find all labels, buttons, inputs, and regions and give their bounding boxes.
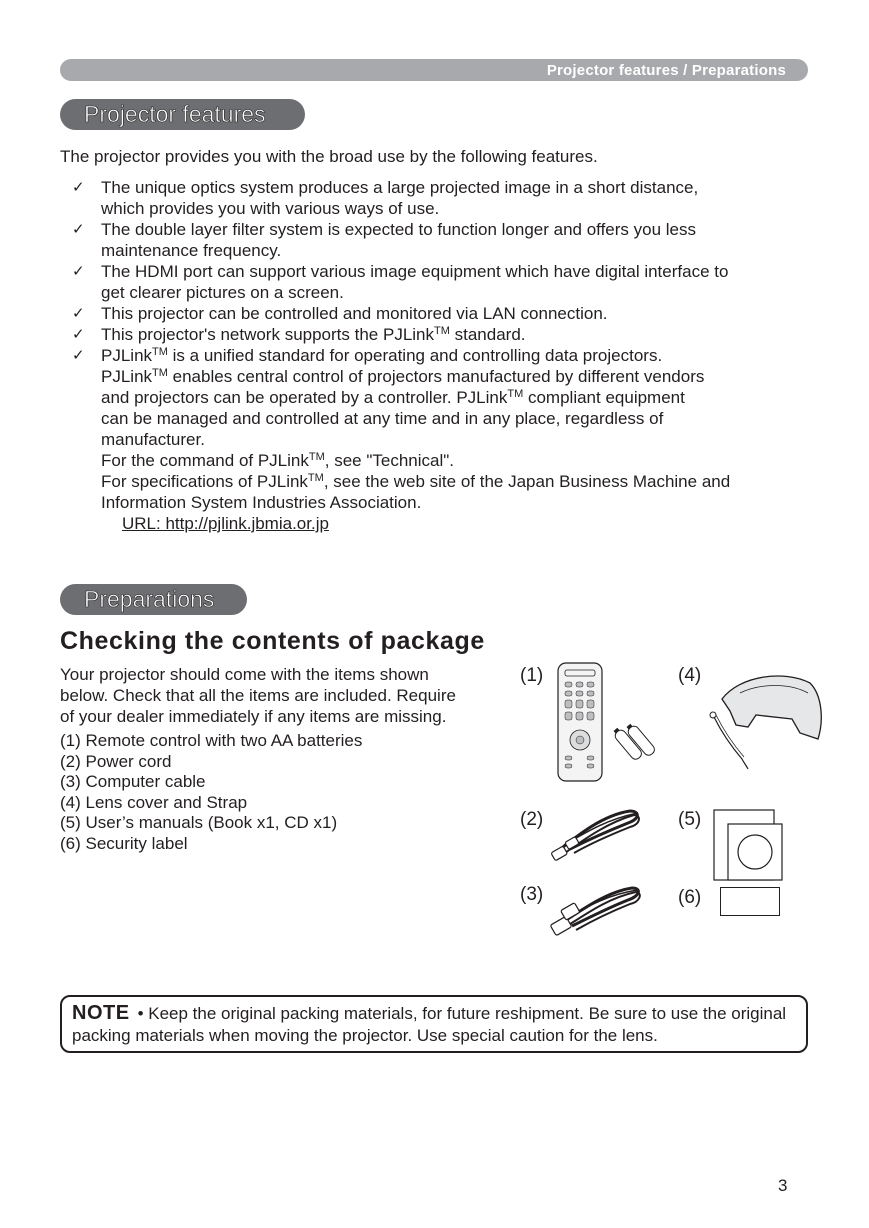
package-item-list [60,731,362,855]
checkmark-icon: ✓ [72,220,85,238]
section-title-features: Projector features [60,99,305,130]
figure-label-6: (6) [678,887,702,908]
package-contents-heading: Checking the contents of package [60,627,485,655]
feature-item: ✓ The double layer filter system is expected to function longer and offers you less maintenance frequency. [72,220,697,260]
page-number: 3 [778,1176,788,1195]
figure-label-3: (3) [520,884,544,905]
note-content [72,1002,802,1047]
feature-item: ✓ The unique optics system produces a large projected image in a short distance, which provides you with various ways of use. [72,178,699,218]
remote-control-illustration [555,660,655,785]
checkmark-icon: ✓ [72,325,85,343]
figure-label-4: (4) [678,665,702,686]
security-label-illustration [720,887,780,916]
figure-label-5: (5) [678,809,702,830]
feature-item: ✓ This projector can be controlled and monitored via LAN connection. [72,304,608,323]
feature-list [72,177,812,534]
checkmark-icon: ✓ [72,178,85,196]
package-intro: Your projector should come with the items shown below. Check that all the items are included. Require of your dealer immediately if any items are missing. [60,665,456,726]
note-box [60,995,808,1053]
figure-label-2: (2) [520,809,544,830]
power-cord-illustration [548,805,648,863]
checkmark-icon: ✓ [72,304,85,322]
running-header: Projector features / Preparations [546,62,786,79]
section-title-preparations: Preparations [60,584,247,615]
header-bar [60,59,808,81]
list-item: (3) Computer cable [60,772,206,792]
pjlink-url-link[interactable]: URL: http://pjlink.jbmia.or.jp [122,514,329,533]
feature-item-pjlink: ✓ PJLink™ is a unified standard for operating and controlling data projectors. PJLink™ enables central control of projectors manufactured by different vendors and projectors can be operated by a controller. PJLink™ compliant equipment can be managed and controlled at any time and in any place, regardless of manufacturer. For the command of PJLink™, see "Technical". For specifications of PJLink™, see the web site of the Japan Business Machine and Information System Industries Association. URL: http://pjlink.jbmia.or.jp [72,345,812,534]
checkmark-icon: ✓ [72,346,85,364]
checkmark-icon: ✓ [72,262,85,280]
feature-item: ✓ The HDMI port can support various image equipment which have digital interface to get clearer pictures on a screen. [72,262,729,302]
list-item: (6) Security label [60,833,188,853]
note-text: • Keep the original packing materials, for future reshipment. Be sure to use the original packing materials when moving the projector. Use special caution for the lens. [72,1004,787,1045]
lens-cover-illustration [700,665,840,775]
feature-item: ✓ This projector's network supports the PJLink™ standard. [72,325,526,344]
list-item: (1) Remote control with two AA batteries [60,731,363,750]
list-item: (5) User’s manuals (Book x1, CD x1) [60,813,338,833]
note-label: NOTE [72,1002,130,1024]
list-item: (2) Power cord [60,751,172,771]
list-item: (4) Lens cover and Strap [60,792,248,812]
user-manuals-illustration [712,808,786,884]
computer-cable-illustration [548,880,648,938]
figure-label-1: (1) [520,665,544,686]
features-intro: The projector provides you with the broad use by the following features. [60,147,598,166]
